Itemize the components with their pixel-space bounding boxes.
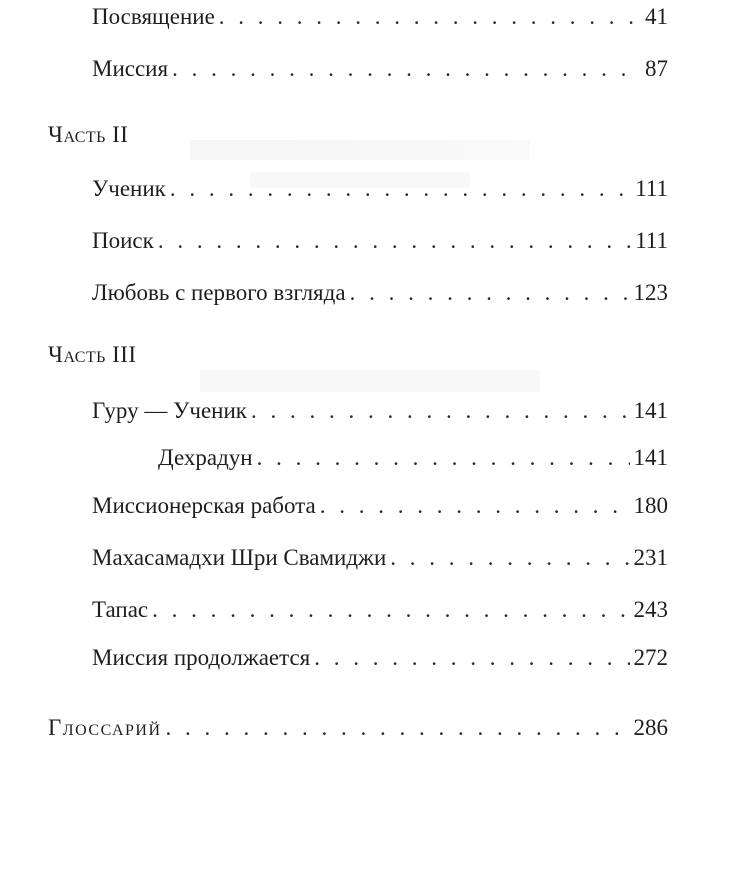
- toc-entry-glossary[interactable]: [48, 711, 668, 745]
- toc-entry-title: Махасамадхи Шри Свамиджи: [92, 545, 387, 570]
- toc-entry-title: Миссионерская работа: [92, 493, 316, 518]
- toc-entry-page: 123: [633, 280, 668, 305]
- dot-leader: [166, 711, 630, 745]
- toc-entry-missionary-work[interactable]: [92, 489, 668, 523]
- toc-entry-page: 180: [633, 493, 668, 518]
- toc-entry-search[interactable]: [92, 224, 668, 258]
- toc-entry-mahasamadhi[interactable]: [92, 541, 668, 575]
- toc-entry-mission-continues[interactable]: [92, 641, 668, 675]
- dot-leader: [170, 172, 631, 206]
- dot-leader: [350, 276, 630, 310]
- toc-entry-page: 141: [633, 445, 668, 470]
- part-heading-3: Часть III: [48, 342, 137, 367]
- dot-leader: [219, 0, 641, 34]
- toc-entry-page: 87: [645, 56, 668, 81]
- toc-entry-title: Миссия: [92, 56, 169, 81]
- dot-leader: [320, 489, 630, 523]
- toc-entry-title: Посвящение: [92, 4, 215, 29]
- toc-entry-title: Поиск: [92, 228, 154, 253]
- toc-entry-title: Ученик: [92, 176, 166, 201]
- toc-entry-page: 111: [635, 176, 668, 201]
- toc-entry-title: Тапас: [92, 597, 149, 622]
- dot-leader: [390, 541, 629, 575]
- toc-entry-dehradun[interactable]: [158, 441, 668, 475]
- toc-entry-title: Любовь с первого взгляда: [92, 280, 346, 305]
- dot-leader: [257, 441, 630, 475]
- toc-entry-guru-student[interactable]: [92, 394, 668, 428]
- dot-leader: [158, 224, 631, 258]
- toc-entry-page: 243: [633, 597, 668, 622]
- toc-entry-dedication[interactable]: [92, 0, 668, 34]
- dot-leader: [251, 394, 630, 428]
- toc-entry-title: Глоссарий: [48, 715, 162, 740]
- dot-leader: [172, 52, 641, 86]
- toc-entry-title: Гуру — Ученик: [92, 398, 247, 423]
- toc-entry-page: 286: [633, 715, 668, 740]
- toc-entry-page: 111: [635, 228, 668, 253]
- part-heading-2: Часть II: [48, 122, 129, 147]
- toc-entry-mission[interactable]: [92, 52, 668, 86]
- toc-entry-tapas[interactable]: [92, 593, 668, 627]
- dot-leader: [314, 641, 629, 675]
- toc-entry-student[interactable]: [92, 172, 668, 206]
- toc-entry-page: 231: [633, 545, 668, 570]
- toc-entry-love[interactable]: [92, 276, 668, 310]
- toc-entry-title: Дехрадун: [158, 445, 253, 470]
- dot-leader: [152, 593, 629, 627]
- toc-entry-page: 41: [645, 4, 668, 29]
- toc-entry-page: 272: [633, 645, 668, 670]
- show-through-text: [200, 370, 540, 392]
- toc-entry-title: Миссия продолжается: [92, 645, 311, 670]
- show-through-text: [190, 140, 530, 160]
- toc-entry-page: 141: [633, 398, 668, 423]
